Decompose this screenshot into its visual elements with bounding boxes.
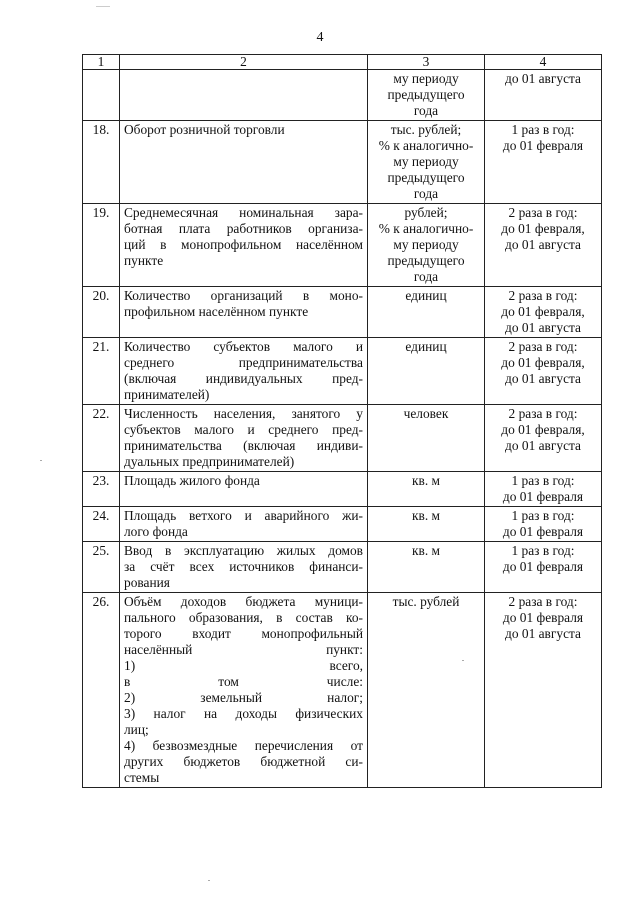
row-number <box>83 70 120 121</box>
column-header-3: 3 <box>368 55 485 70</box>
frequency-line: до 01 февраля <box>502 559 584 574</box>
unit-of-measure <box>368 287 485 338</box>
indicator-name-line: Среднемесячная номинальная зара- <box>124 205 363 220</box>
table-row <box>83 204 602 287</box>
indicator-name-line: принимателей) <box>124 387 210 402</box>
table-row <box>83 472 602 507</box>
indicator-name <box>120 507 368 542</box>
indicator-name-line: Оборот розничной торговли <box>124 122 285 137</box>
indicator-name <box>120 472 368 507</box>
indicator-name <box>120 121 368 204</box>
row-number: 18. <box>83 121 120 204</box>
indicator-name-line: Объём доходов бюджета муници- <box>124 594 363 609</box>
frequency-line: до 01 февраля <box>502 489 584 504</box>
unit-line: года <box>413 103 439 118</box>
unit-of-measure <box>368 204 485 287</box>
frequency-line: 1 раз в год: <box>511 122 575 137</box>
unit-line: кв. м <box>412 508 440 523</box>
scan-speck <box>96 6 110 7</box>
unit-line: кв. м <box>412 543 440 558</box>
frequency-line: 2 раза в год: <box>508 406 578 421</box>
row-number: 23. <box>83 472 120 507</box>
unit-line: года <box>413 186 439 201</box>
frequency-line: до 01 августа <box>505 626 581 641</box>
unit-of-measure <box>368 338 485 405</box>
unit-line: му периоду <box>393 154 459 169</box>
unit-line: тыс. рублей <box>392 594 460 609</box>
indicator-name <box>120 287 368 338</box>
column-header-4: 4 <box>485 55 602 70</box>
submission-frequency <box>485 405 602 472</box>
frequency-line: 1 раз в год: <box>511 473 575 488</box>
unit-line: кв. м <box>412 473 440 488</box>
row-number: 25. <box>83 542 120 593</box>
indicator-name-line: 3) налог на доходы физических <box>124 706 363 721</box>
indicator-name <box>120 542 368 593</box>
table-row <box>83 593 602 788</box>
indicator-name-line: (включая индивидуальных пред- <box>124 371 363 386</box>
indicator-name-line: среднего предпринимательства <box>124 355 363 370</box>
indicator-name-line: торого входит монопрофильный <box>124 626 363 641</box>
frequency-line: до 01 февраля, <box>501 422 585 437</box>
table-body <box>83 70 602 788</box>
indicator-name-line: рования <box>124 575 170 590</box>
indicator-name-line: населённый пункт: <box>124 642 363 657</box>
page-number: 4 <box>316 30 324 45</box>
frequency-line: до 01 февраля <box>502 610 584 625</box>
frequency-line: до 01 февраля <box>502 524 584 539</box>
frequency-line: до 01 февраля, <box>501 221 585 236</box>
submission-frequency <box>485 338 602 405</box>
frequency-line: 2 раза в год: <box>508 594 578 609</box>
frequency-line: 2 раза в год: <box>508 339 578 354</box>
indicator-name <box>120 204 368 287</box>
submission-frequency <box>485 287 602 338</box>
indicator-name-line: пального образования, в состав ко- <box>124 610 363 625</box>
unit-line: му периоду <box>393 71 459 86</box>
row-number: 22. <box>83 405 120 472</box>
row-number: 20. <box>83 287 120 338</box>
row-number: 24. <box>83 507 120 542</box>
indicator-name-line: принимательства (включая индиви- <box>124 438 363 453</box>
frequency-line: до 01 августа <box>505 237 581 252</box>
indicator-name-line: за счёт всех источников финанси- <box>124 559 363 574</box>
indicator-name-line: Площадь ветхого и аварийного жи- <box>124 508 363 523</box>
column-header-2: 2 <box>120 55 368 70</box>
indicator-name-line: Численность населения, занятого у <box>124 406 363 421</box>
unit-of-measure <box>368 507 485 542</box>
submission-frequency <box>485 542 602 593</box>
indicator-name-line: дуальных предпринимателей) <box>124 454 295 469</box>
unit-of-measure <box>368 593 485 788</box>
scan-speck <box>208 880 210 881</box>
submission-frequency <box>485 472 602 507</box>
indicator-name <box>120 593 368 788</box>
indicator-name-line: в том числе: <box>124 674 363 689</box>
unit-line: рублей; <box>404 205 448 220</box>
indicator-name-line: Количество организаций в моно- <box>124 288 363 303</box>
table-row <box>83 121 602 204</box>
unit-line: предыдущего <box>387 253 465 268</box>
submission-frequency <box>485 204 602 287</box>
indicator-name-line: Количество субъектов малого и <box>124 339 363 354</box>
table-row <box>83 507 602 542</box>
unit-line: предыдущего <box>387 87 465 102</box>
unit-line: тыс. рублей; <box>390 122 462 137</box>
submission-frequency <box>485 593 602 788</box>
indicator-name-line: профильном населённом пункте <box>124 304 309 319</box>
table-header-row <box>83 55 602 70</box>
indicator-name-line: стемы <box>124 770 160 785</box>
indicator-name-line: лого фонда <box>124 524 188 539</box>
indicator-name-line: других бюджетов бюджетной си- <box>124 754 363 769</box>
indicator-name-line: ций в монопрофильном населённом <box>124 237 363 252</box>
submission-frequency <box>485 507 602 542</box>
unit-line: му периоду <box>393 237 459 252</box>
indicators-table <box>82 54 602 788</box>
table-row <box>83 70 602 121</box>
submission-frequency <box>485 70 602 121</box>
indicator-name-line: субъектов малого и среднего пред- <box>124 422 363 437</box>
unit-of-measure <box>368 121 485 204</box>
unit-of-measure <box>368 472 485 507</box>
indicator-name <box>120 405 368 472</box>
table-row <box>83 338 602 405</box>
indicator-name-line: лиц; <box>124 722 149 737</box>
unit-line: предыдущего <box>387 170 465 185</box>
scan-speck <box>40 460 42 461</box>
indicator-name <box>120 338 368 405</box>
row-number: 26. <box>83 593 120 788</box>
unit-of-measure <box>368 70 485 121</box>
unit-line: человек <box>403 406 449 421</box>
table-row <box>83 287 602 338</box>
indicator-name-line: ботная плата работников организа- <box>124 221 363 236</box>
indicator-name-line: 1) всего, <box>124 658 363 673</box>
frequency-line: 1 раз в год: <box>511 508 575 523</box>
indicator-name-line: 2) земельный налог; <box>124 690 363 705</box>
unit-line: единиц <box>405 288 447 303</box>
unit-line: единиц <box>405 339 447 354</box>
frequency-line: до 01 августа <box>505 320 581 335</box>
unit-line: года <box>413 269 439 284</box>
unit-of-measure <box>368 542 485 593</box>
unit-of-measure <box>368 405 485 472</box>
frequency-line: до 01 августа <box>505 438 581 453</box>
indicator-name-line: пункте <box>124 253 164 268</box>
frequency-line: до 01 августа <box>505 71 581 86</box>
indicator-name-line: 4) безвозмездные перечисления от <box>124 738 363 753</box>
frequency-line: до 01 февраля <box>502 138 584 153</box>
submission-frequency <box>485 121 602 204</box>
frequency-line: до 01 февраля, <box>501 355 585 370</box>
table-row <box>83 405 602 472</box>
column-header-1: 1 <box>83 55 120 70</box>
frequency-line: до 01 августа <box>505 371 581 386</box>
unit-line: % к аналогично- <box>378 221 474 236</box>
indicator-name-line: Площадь жилого фонда <box>124 473 260 488</box>
row-number: 19. <box>83 204 120 287</box>
table-row <box>83 542 602 593</box>
frequency-line: 2 раза в год: <box>508 288 578 303</box>
row-number: 21. <box>83 338 120 405</box>
frequency-line: 1 раз в год: <box>511 543 575 558</box>
unit-line: % к аналогично- <box>378 138 474 153</box>
frequency-line: до 01 февраля, <box>501 304 585 319</box>
indicator-name <box>120 70 368 121</box>
indicator-name-line: Ввод в эксплуатацию жилых домов <box>124 543 363 558</box>
frequency-line: 2 раза в год: <box>508 205 578 220</box>
scan-speck <box>462 660 464 661</box>
